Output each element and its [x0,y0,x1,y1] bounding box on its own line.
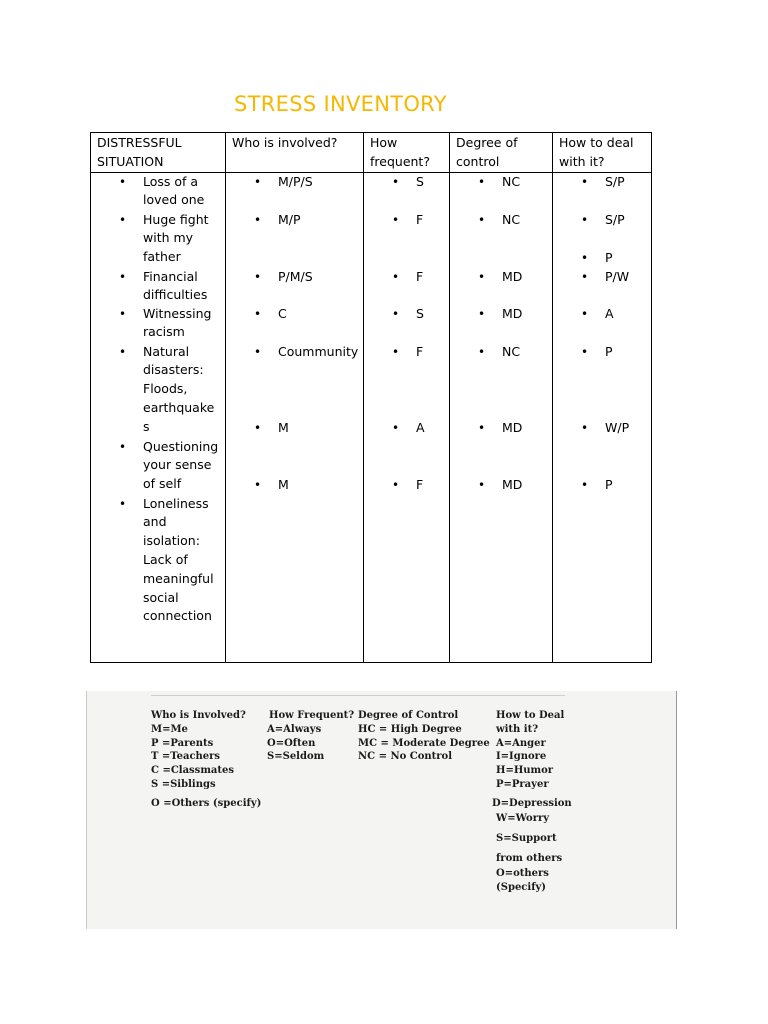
bullet-icon: • [478,212,486,227]
stress-inventory-table [90,132,652,663]
bullet-icon: • [254,477,262,492]
bullet-icon: • [392,269,400,284]
bullet-icon: • [581,420,589,435]
key-deal-item: H=Humor [496,765,554,776]
header-control: Degree of control [450,133,553,173]
bullet-icon: • [478,420,486,435]
key-deal-item: I=Ignore [496,751,547,762]
who-column: • M/P/S • M/P • P/M/S • C • Coummunity • M • M [226,172,364,662]
bullet-icon: • [478,306,486,321]
situation-column: • Loss of a loved one • Huge fight with my father • Financial difficulties • Witnessing racism • Natural disasters: Floods, earthquake s • Questioning your sense of self • Loneliness and isolation: Lack of meaningful social connection [91,172,226,662]
header-who: Who is involved? [226,133,364,173]
bullet-icon: • [478,477,486,492]
page-title: STRESS INVENTORY [234,92,447,116]
key-frequency-item: O=Often [267,738,316,749]
deal-column: • S/P • S/P • P • P/W • A • P • W/P • P [553,172,652,662]
bullet-icon: • [478,269,486,284]
key-control-heading: Degree of Control [358,710,459,721]
key-who-item: C =Classmates [151,765,234,776]
bullet-icon: • [581,344,589,359]
bullet-icon: • [478,344,486,359]
key-deal-item: S=Support [496,833,557,844]
key-who-item: O =Others (specify) [151,798,262,809]
frequency-column: • S • F • F • S • F • A • F [364,172,450,662]
bullet-icon: • [478,174,486,189]
header-frequency: How frequent? [364,133,450,173]
bullet-icon: • [392,306,400,321]
bullet-icon: • [254,344,262,359]
table-header-row [91,133,652,173]
bullet-icon: • [581,212,589,227]
bullet-icon: • [392,174,400,189]
header-deal: How to deal with it? [553,133,652,173]
bullet-icon: • [254,420,262,435]
key-deal-item: D=Depression [492,798,572,809]
key-deal-item: W=Worry [496,813,550,824]
key-who-item: P =Parents [151,738,214,749]
bullet-icon: • [254,212,262,227]
key-deal-item: P=Prayer [496,779,549,790]
key-control-item: HC = High Degree [358,724,462,735]
table-body-row [91,172,652,662]
bullet-icon: • [392,477,400,492]
bullet-icon: • [119,174,127,189]
bullet-icon: • [119,269,127,284]
key-who-item: S =Siblings [151,779,216,790]
bullet-icon: • [392,420,400,435]
bullet-icon: • [581,306,589,321]
bullet-icon: • [581,174,589,189]
key-frequency-heading: How Frequent? [269,710,355,721]
bullet-icon: • [581,269,589,284]
key-deal-item: A=Anger [496,738,546,749]
divider [151,695,565,696]
bullet-icon: • [119,212,127,227]
key-who-item: T =Teachers [151,751,221,762]
bullet-icon: • [392,212,400,227]
key-deal-heading: How to Deal [496,710,565,721]
bullet-icon: • [119,306,127,321]
header-situation: DISTRESSFUL SITUATION [91,133,226,173]
bullet-icon: • [119,344,127,359]
legend-key-scan [86,691,677,929]
control-column: • NC • NC • MD • MD • NC • MD • MD [450,172,553,662]
key-deal-item: (Specify) [496,882,547,893]
key-control-item: NC = No Control [358,751,452,762]
key-deal-heading: with it? [496,724,539,735]
bullet-icon: • [254,306,262,321]
bullet-icon: • [119,439,127,454]
key-deal-item: O=others [496,868,549,879]
bullet-icon: • [392,344,400,359]
bullet-icon: • [581,477,589,492]
key-frequency-item: S=Seldom [267,751,325,762]
key-control-item: MC = Moderate Degree [358,738,490,749]
bullet-icon: • [254,174,262,189]
bullet-icon: • [119,496,127,511]
bullet-icon: • [254,269,262,284]
key-who-item: M=Me [151,724,188,735]
key-frequency-item: A=Always [267,724,322,735]
bullet-icon: • [581,250,589,265]
key-who-heading: Who is Involved? [151,710,246,721]
key-deal-item: from others [496,853,563,864]
